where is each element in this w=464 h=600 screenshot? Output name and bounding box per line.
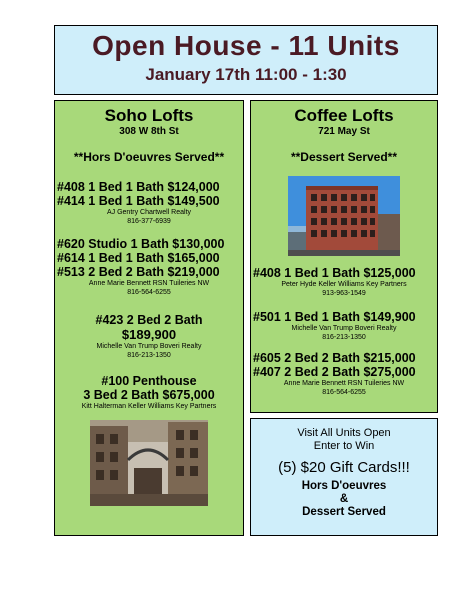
- unit-listing: #605 2 Bed 2 Bath $215,000: [253, 351, 416, 365]
- food-dessert: Dessert Served: [302, 506, 386, 518]
- coffee-lofts-panel: [250, 100, 438, 413]
- soho-lofts-panel: [54, 100, 244, 536]
- soho-building-photo: [90, 420, 208, 506]
- header-banner: [54, 25, 438, 95]
- agent-phone: 816-564-6255: [127, 289, 171, 296]
- coffee-title: Coffee Lofts: [294, 106, 394, 125]
- unit-listing: #408 1 Bed 1 Bath $125,000: [253, 266, 416, 280]
- unit-listing: #620 Studio 1 Bath $130,000: [57, 237, 225, 251]
- soho-title: Soho Lofts: [104, 106, 194, 125]
- agent-phone: 816-213-1350: [322, 334, 366, 341]
- agent-name: Michelle Van Trump Boveri Realty: [96, 343, 202, 350]
- coffee-address: 721 May St: [318, 126, 370, 137]
- agent-name: Kitt Halterman Keller Williams Key Partners: [81, 403, 217, 410]
- soho-address: 308 W 8th St: [119, 126, 179, 137]
- visit-line: Visit All Units Open: [297, 427, 391, 439]
- food-hors: Hors D'oeuvres: [301, 480, 387, 492]
- coffee-served: **Dessert Served**: [290, 150, 398, 164]
- agent-phone: 816-377-6939: [127, 218, 171, 225]
- agent-name: Peter Hyde Keller Williams Key Partners: [281, 281, 407, 288]
- food-amp: &: [339, 493, 349, 505]
- unit-listing: #513 2 Bed 2 Bath $219,000: [57, 265, 220, 279]
- coffee-building-photo: [288, 176, 400, 256]
- enter-line: Enter to Win: [313, 440, 375, 452]
- building-image: [90, 420, 208, 506]
- unit-listing: #408 1 Bed 1 Bath $124,000: [57, 180, 220, 194]
- unit-listing: #100 Penthouse: [101, 374, 197, 388]
- unit-listing: #414 1 Bed 1 Bath $149,500: [57, 194, 220, 208]
- unit-price: $189,900: [121, 327, 177, 342]
- unit-listing: #423 2 Bed 2 Bath: [95, 313, 203, 327]
- agent-name: AJ Gentry Chartwell Realty: [106, 209, 192, 216]
- agent-name: Anne Marie Bennett RSN Tuileries NW: [283, 380, 405, 387]
- gift-cards: (5) $20 Gift Cards!!!: [278, 459, 410, 476]
- agent-name: Michelle Van Trump Boveri Realty: [291, 325, 397, 332]
- soho-served: **Hors D'oeuvres Served**: [73, 150, 225, 164]
- agent-phone: 913-963-1549: [322, 290, 366, 297]
- agent-phone: 816-564-6255: [322, 389, 366, 396]
- page-title: Open House - 11 Units: [92, 30, 400, 61]
- building-image: [288, 176, 400, 256]
- unit-listing: #407 2 Bed 2 Bath $275,000: [253, 365, 416, 379]
- visit-panel: [250, 418, 438, 536]
- agent-phone: 816-213-1350: [127, 352, 171, 359]
- unit-listing: 3 Bed 2 Bath $675,000: [83, 388, 215, 402]
- unit-listing: #501 1 Bed 1 Bath $149,900: [253, 310, 416, 324]
- date-time: January 17th 11:00 - 1:30: [145, 65, 347, 84]
- unit-listing: #614 1 Bed 1 Bath $165,000: [57, 251, 220, 265]
- agent-name: Anne Marie Bennett RSN Tuileries NW: [88, 280, 210, 287]
